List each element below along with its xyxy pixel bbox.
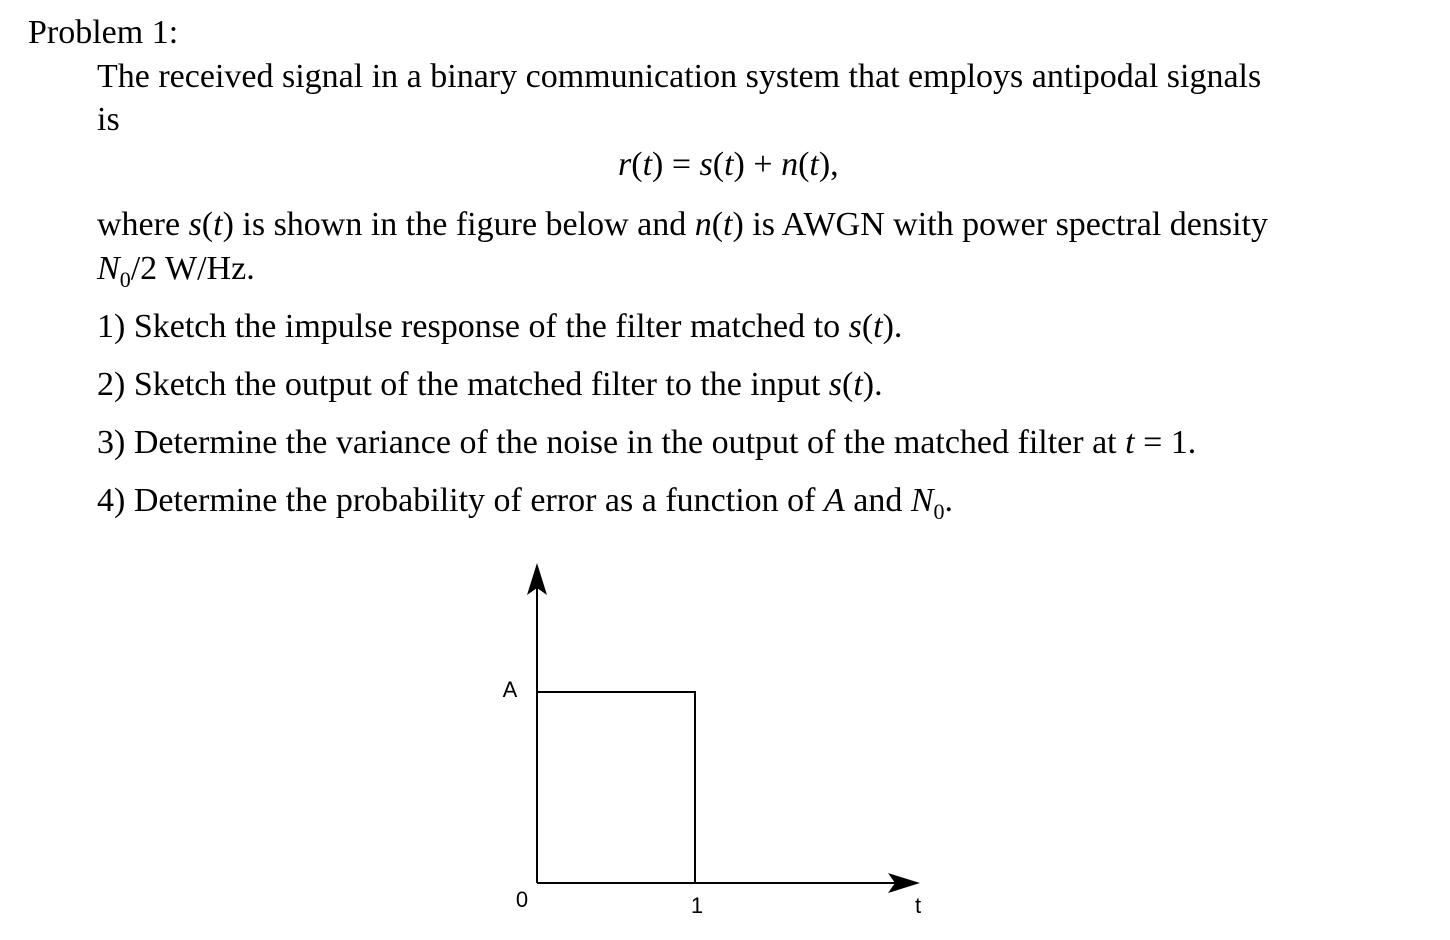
x-axis-label: t xyxy=(914,893,922,918)
q4-pre: 4) Determine the probability of error as a function of xyxy=(97,482,824,519)
signal-equation: r(t) = s(t) + n(t), xyxy=(618,146,839,183)
q2-pre: 2) Sketch the output of the matched filter to the input xyxy=(97,366,829,403)
eq-equals: = xyxy=(663,146,700,183)
problem-title: Problem 1: xyxy=(28,14,179,51)
origin-label: 0 xyxy=(515,887,529,912)
psd-N: N xyxy=(97,250,120,287)
where-b: ) is shown in the figure below and xyxy=(222,206,695,243)
q2-post: ). xyxy=(862,366,883,403)
q1-post: ). xyxy=(882,308,903,345)
eq-end: ), xyxy=(818,146,839,183)
question-1: 1) Sketch the impulse response of the filter matched to s(t). xyxy=(97,308,903,345)
where-t1: t xyxy=(213,206,223,243)
eq-r: r xyxy=(618,146,632,183)
question-3 xyxy=(97,423,1196,463)
where-s: s xyxy=(188,206,202,243)
where-c: ) is AWGN with power spectral density xyxy=(732,206,1268,243)
where-a: where xyxy=(97,206,189,243)
q4-mid: and xyxy=(844,482,911,519)
question-2: 2) Sketch the output of the matched filter to the input s(t). xyxy=(97,366,883,403)
q4-var: A xyxy=(823,482,845,519)
where-t2: t xyxy=(723,206,733,243)
q4-sub: 0 xyxy=(933,499,945,524)
eq-t3: t xyxy=(809,146,819,183)
signal-line xyxy=(537,692,695,883)
y-level-label: A xyxy=(502,677,518,702)
q1-pre: 1) Sketch the impulse response of the filter matched to xyxy=(97,308,849,345)
q1-arg: t xyxy=(873,308,883,345)
question-4 xyxy=(97,481,953,524)
q3-pre: 3) Determine the variance of the noise in the output of the matched filter at xyxy=(97,424,1126,461)
signal-figure xyxy=(480,555,940,930)
q1-var: s xyxy=(848,308,862,345)
intro-line-2: is xyxy=(97,101,120,138)
where-n: n xyxy=(694,206,712,243)
eq-t2: t xyxy=(724,146,734,183)
q4-post: . xyxy=(944,482,954,519)
eq-n: n xyxy=(781,146,799,183)
psd-rest: /2 W/Hz. xyxy=(130,250,255,287)
eq-t1: t xyxy=(642,146,653,183)
q4-var2: N xyxy=(910,482,934,519)
x-tick-label-1: 1 xyxy=(690,893,704,918)
psd-sub: 0 xyxy=(119,267,131,292)
q3-post: = 1. xyxy=(1134,424,1197,461)
eq-s: s xyxy=(699,146,713,183)
where-line: where s(t) is shown in the figure below and n(t) is AWGN with power spectral density xyxy=(97,206,1268,243)
q2-arg: t xyxy=(853,366,863,403)
intro-line-1: The received signal in a binary communication system that employs antipodal signals xyxy=(97,58,1262,95)
psd-line xyxy=(97,249,255,292)
eq-plus: + xyxy=(744,146,782,183)
q3-var: t xyxy=(1125,424,1135,461)
q2-var: s xyxy=(828,366,842,403)
